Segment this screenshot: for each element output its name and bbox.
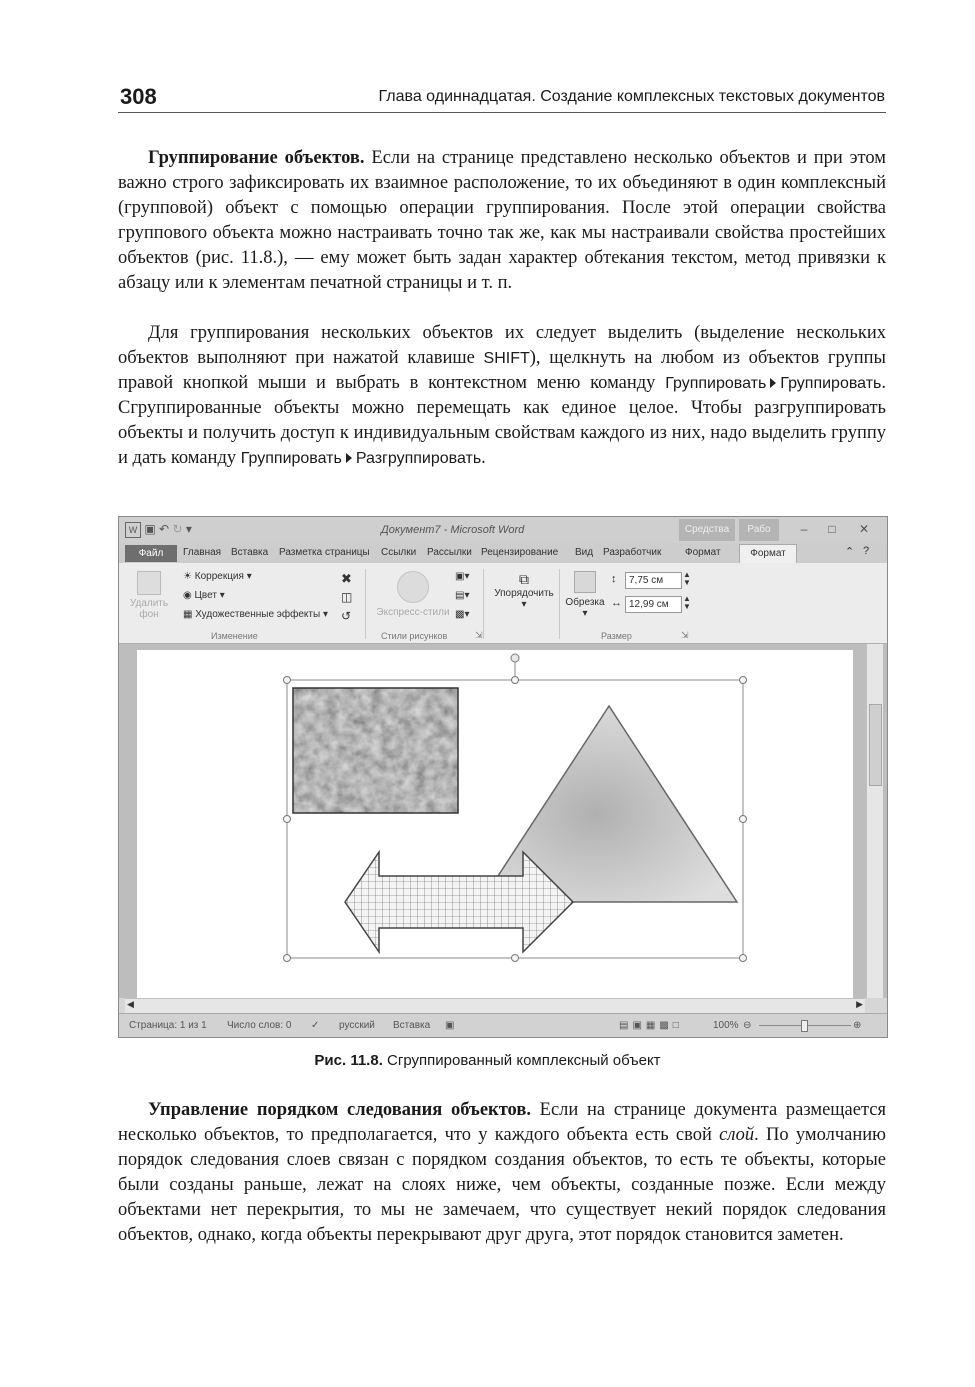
tab-view[interactable]: Вид xyxy=(575,547,594,558)
running-header: Глава одиннадцатая. Создание комплексных текстовых документов xyxy=(378,88,885,105)
color-button[interactable]: ◉ Цвет ▾ xyxy=(183,590,225,601)
tab-references[interactable]: Ссылки xyxy=(381,547,417,558)
command-ungroup: Разгруппировать xyxy=(355,450,482,467)
title-bar xyxy=(119,517,887,543)
paragraph-grouping xyxy=(118,146,886,296)
tab-format-drawing[interactable]: Формат xyxy=(685,547,721,558)
zoom-slider-thumb[interactable] xyxy=(801,1020,808,1032)
change-picture-icon[interactable]: ◫ xyxy=(341,590,353,604)
ribbon-separator xyxy=(365,569,366,639)
collapse-ribbon-icon[interactable]: ⌃ xyxy=(845,546,855,558)
maximize-icon[interactable]: □ xyxy=(828,522,836,536)
crop-icon xyxy=(574,571,596,593)
document-page[interactable] xyxy=(137,650,853,1000)
tab-developer[interactable]: Разработчик xyxy=(603,547,662,558)
tab-page-layout[interactable]: Разметка страницы xyxy=(279,547,370,558)
paragraph-text: ), щелкнуть на любом из объектов группы правой кнопкой мыши и выбрать в контекстном меню команду xyxy=(118,348,886,393)
triangle-shape[interactable] xyxy=(481,706,737,902)
width-field[interactable]: 12,99 см xyxy=(625,596,682,613)
paragraph-text: Если на странице документа размещается несколько объектов, то предполагается, что у каждого объекта есть свой xyxy=(118,1100,886,1145)
paragraph-lead: Группирование объектов. xyxy=(148,148,365,168)
double-arrow-shape[interactable] xyxy=(345,852,573,952)
compress-pictures-icon[interactable]: ✖ xyxy=(341,571,352,586)
crop-button[interactable]: Обрезка ▾ xyxy=(565,571,605,619)
arrange-button[interactable]: ⧉ Упорядочить ▾ xyxy=(491,571,557,610)
height-spinner[interactable]: ▲ ▼ xyxy=(683,570,691,587)
command-group: Группировать xyxy=(240,450,342,467)
picture-effects-icon[interactable]: ▤▾ xyxy=(455,590,470,601)
help-icon[interactable]: ? xyxy=(863,545,870,557)
tab-mailings[interactable]: Рассылки xyxy=(427,547,472,558)
tab-format-picture[interactable]: Формат xyxy=(739,544,797,564)
status-bar xyxy=(119,1013,887,1038)
sun-icon: ☀ xyxy=(183,571,192,582)
correction-button[interactable]: ☀ Коррекция ▾ xyxy=(183,571,252,582)
word-icon: W xyxy=(125,522,141,538)
proofing-icon[interactable]: ✓ xyxy=(311,1020,320,1031)
status-language[interactable]: русский xyxy=(339,1020,375,1031)
undo-icon[interactable]: ↶ xyxy=(159,522,170,536)
width-icon: ↔ xyxy=(611,597,622,609)
minimize-icon[interactable]: – xyxy=(800,522,808,536)
paragraph-text: . Сгруппированные объекты можно перемещать как единое целое. Чтобы разгруппировать объекты и получить доступ к индивидуальным свойствам каждого из них, надо выделить группу и дать команду xyxy=(118,373,886,468)
ribbon-separator xyxy=(483,569,484,639)
zoom-in-icon[interactable]: ⊕ xyxy=(853,1020,862,1031)
customize-qat-icon[interactable]: ▾ xyxy=(185,522,192,536)
paragraph-text: . По умолчанию порядок следования слоев связан с порядком создания объектов, то есть те объекты, которые были созданы раньше, лежат на слоях ниже, чем объекты, созданные позже. Если между объектами нет перекрытия, то мы не замечаем, что существует некий порядок следования объектов, однако, когда объекты перекрывают друг друга, этот порядок становится заметен. xyxy=(118,1125,887,1245)
redo-icon[interactable]: ↻ xyxy=(172,522,183,536)
header-rule xyxy=(118,112,886,113)
picture-layout-icon[interactable]: ▩▾ xyxy=(455,609,470,620)
paragraph-lead: Управление порядком следования объектов. xyxy=(148,1100,531,1120)
context-tab-group: Средства xyxy=(679,519,735,541)
arrange-icon: ⧉ xyxy=(519,571,529,587)
ribbon xyxy=(119,563,887,644)
remove-background-icon xyxy=(137,571,161,595)
caption-text: Сгруппированный комплексный объект xyxy=(382,1052,661,1069)
dialog-launcher-icon[interactable]: ⇲ xyxy=(475,630,483,640)
paragraph-text: Для группирования нескольких объектов их следует выделить (выделение нескольких объектов выполняют при нажатой клавише xyxy=(118,323,886,368)
word-window-screenshot xyxy=(118,516,888,1038)
macro-icon[interactable]: ▣ xyxy=(445,1020,455,1031)
reset-picture-icon[interactable]: ↺ xyxy=(341,609,352,623)
palette-icon: ◉ xyxy=(183,590,192,601)
paragraph-text: Если на странице представлено несколько объектов и при этом важно строго зафиксировать их взаимное расположение, то их объединяют в один комплексный (групповой) объект с помощью операции группирования. После этой операции свойства группового объекта можно настраивать точно так же, как мы настраивали свойства простейших объектов (рис. 11.8.), — ему может быть задан характер обтекания текстом, метод привязки к абзацу или к элементам печатной страницы и т. п. xyxy=(118,148,887,293)
status-mode[interactable]: Вставка xyxy=(393,1020,431,1031)
express-styles-button[interactable]: Экспресс-стили xyxy=(375,571,451,618)
quick-access-toolbar xyxy=(125,522,192,538)
status-page[interactable]: Страница: 1 из 1 xyxy=(129,1020,207,1031)
caption-label: Рис. 11.8. xyxy=(314,1052,383,1069)
zoom-out-icon[interactable]: ⊖ xyxy=(743,1020,752,1031)
express-styles-icon xyxy=(397,571,429,603)
scroll-thumb[interactable] xyxy=(869,704,882,786)
tab-home[interactable]: Главная xyxy=(183,547,222,558)
emphasis-term: слой xyxy=(719,1125,755,1145)
command-group: Группировать xyxy=(665,375,767,392)
dialog-launcher-icon[interactable]: ⇲ xyxy=(681,630,689,640)
art-effects-icon: ▦ xyxy=(183,609,193,620)
scroll-right-icon[interactable]: ▶ xyxy=(856,999,863,1009)
tab-review[interactable]: Рецензирование xyxy=(481,547,559,558)
scroll-left-icon[interactable]: ◀ xyxy=(127,999,134,1009)
group-label: Размер xyxy=(601,631,632,641)
ribbon-separator xyxy=(559,569,560,639)
rotation-handle[interactable] xyxy=(511,654,519,662)
grouped-object-canvas xyxy=(137,650,853,1000)
height-icon: ↕ xyxy=(611,573,617,585)
vertical-scrollbar[interactable] xyxy=(866,644,883,998)
window-title: Документ7 - Microsoft Word xyxy=(381,524,525,536)
art-effects-button[interactable]: ▦ Художественные эффекты ▾ xyxy=(183,609,328,620)
close-icon[interactable]: ✕ xyxy=(858,522,870,536)
context-tab-group: Рабо xyxy=(739,519,779,541)
group-label: Стили рисунков xyxy=(381,631,448,641)
paragraph-object-order xyxy=(118,1098,886,1248)
page-number: 308 xyxy=(120,84,157,109)
command-group-sub: Группировать xyxy=(780,375,882,392)
tab-insert[interactable]: Вставка xyxy=(231,547,269,558)
status-zoom[interactable]: 100% xyxy=(713,1020,739,1031)
status-words[interactable]: Число слов: 0 xyxy=(227,1020,292,1031)
picture-border-icon[interactable]: ▣▾ xyxy=(455,571,470,582)
key-name: SHIFT xyxy=(483,350,530,367)
document-area xyxy=(119,644,887,998)
width-spinner[interactable]: ▲ ▼ xyxy=(683,594,691,611)
tab-file[interactable]: Файл xyxy=(125,545,177,562)
horizontal-scrollbar[interactable] xyxy=(125,998,865,1013)
paragraph-how-to-group: Для группирования нескольких объектов их следует выделить (выделение нескольких объектов выполняют при нажатой клавише SHIFT), щелкнуть на любом из объектов группы правой кнопкой мыши и выбрать в контекстном меню команду Группировать Группировать. Сгруппированные объекты можно перемещать как единое целое. Чтобы разгруппировать объекты и получить доступ к индивидуальным свойствам каждого из них, надо выделить группу и дать команду Группировать Разгруппировать. xyxy=(118,323,886,468)
save-icon[interactable]: ▣ xyxy=(144,522,156,536)
submenu-arrow-icon xyxy=(770,378,776,388)
figure-caption xyxy=(0,1052,975,1069)
remove-background-button[interactable]: Удалить фон xyxy=(127,571,171,620)
texture-overlay xyxy=(293,688,458,813)
height-field[interactable]: 7,75 см xyxy=(625,572,682,589)
submenu-arrow-icon xyxy=(346,453,352,463)
group-label: Изменение xyxy=(211,631,258,641)
ribbon-tabs xyxy=(119,543,887,563)
view-buttons-icon[interactable]: ▤▣▦▩□ xyxy=(619,1020,683,1031)
